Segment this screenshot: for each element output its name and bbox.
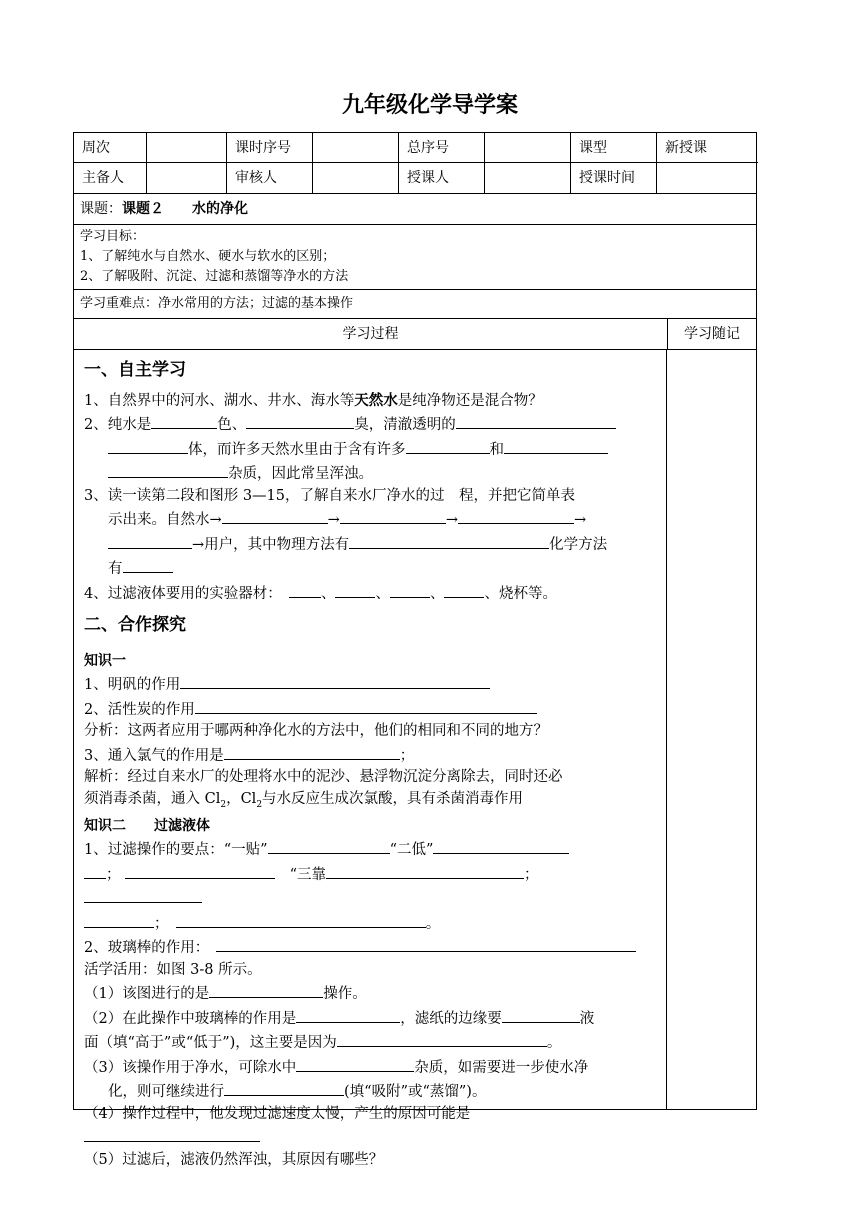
apply-4-cont — [84, 1125, 656, 1150]
section-heading: 二、合作探究 — [84, 615, 186, 635]
reviewer-value — [313, 163, 399, 193]
question-3-cont: 示出来。自然水→ → → → — [84, 507, 656, 532]
process-header — [74, 319, 756, 350]
lesson-no-label: 课时序号 — [227, 133, 313, 163]
meta-grid — [74, 133, 756, 194]
knowledge-heading: 知识一 — [84, 652, 126, 669]
topic-label: 课题： — [80, 201, 122, 217]
apply-3-cont: 化，则可继续进行 (填“吸附”或“蒸馏”)。 — [84, 1079, 656, 1104]
k1-question-1: 1、明矾的作用 — [84, 672, 656, 697]
goals-row — [74, 225, 756, 290]
section-heading: 一、自主学习 — [84, 360, 186, 380]
week-value — [147, 133, 227, 163]
question-3-cont: 有 — [84, 556, 656, 581]
process-content — [74, 350, 667, 1168]
reviewer-label: 审核人 — [227, 163, 313, 193]
k2-question-2: 2、玻璃棒的作用： — [84, 935, 656, 960]
question-2-cont: 杂质，因此常呈浑浊。 — [84, 461, 656, 486]
lesson-no-value — [313, 133, 399, 163]
question-3-cont: →用户，其中物理方法有 化学方法 — [84, 532, 656, 557]
teacher-label: 授课人 — [399, 163, 485, 193]
key-points: 学习重难点：净水常用的方法；过滤的基本操作 — [80, 296, 354, 311]
apply-5: （5）过滤后，滤液仍然浑浊，其原因有哪些？ — [84, 1151, 384, 1168]
type-label: 课型 — [571, 133, 657, 163]
topic-name: 课题２ 水的净化 — [122, 201, 248, 217]
k1-question-3: 3、通入氯气的作用是 ； — [84, 743, 656, 768]
process-heading: 学习过程 — [74, 319, 668, 349]
k1-question-2: 2、活性炭的作用 — [84, 697, 656, 722]
goal-item: 1、了解纯水与自然水、硬水与软水的区别； — [80, 249, 336, 264]
k1-explanation: 解析：经过自来水厂的处理将水中的泥沙、悬浮物沉淀分离除去，同时还必 — [84, 769, 563, 785]
type-value: 新授课 — [657, 133, 758, 163]
k1-explanation-cont: 须消毒杀菌，通入 $Cl_2$，$Cl_2$与水反应生成次氯酸，具有杀菌消毒作用 — [84, 790, 524, 810]
total-no-value — [485, 133, 571, 163]
week-label: 周次 — [74, 133, 147, 163]
knowledge-heading: 知识二 过滤液体 — [84, 817, 210, 834]
question-2-cont: 体，而许多天然水里由于含有许多 和 — [84, 437, 656, 462]
total-no-label: 总序号 — [399, 133, 485, 163]
worksheet-table — [73, 132, 757, 1168]
question-4: 4、过滤液体要用的实验器材： 、 、 、 、烧杯等。 — [84, 581, 656, 606]
k2-apply: 活学活用：如图 3-8 所示。 — [84, 961, 262, 978]
question-1: 1、自然界中的河水、湖水、井水、海水等天然水是纯净物还是混合物？ — [84, 391, 543, 409]
k1-analysis: 分析：这两者应用于哪两种净化水的方法中，他们的相同和不同的地方？ — [84, 723, 548, 739]
k2-question-1: 1、过滤操作的要点：“一贴” “二低” — [84, 837, 656, 862]
apply-2: （2）在此操作中玻璃棒的作用是 ，滤纸的边缘要 液 — [84, 1006, 656, 1031]
k2-question-1-cont: ； “三靠 ； — [84, 862, 656, 911]
notes-column — [667, 350, 756, 1109]
k2-question-1-cont: ； 。 — [84, 911, 656, 936]
preparer-value — [147, 163, 227, 193]
time-label: 授课时间 — [571, 163, 657, 193]
key-points-row — [74, 290, 756, 319]
topic-row — [74, 194, 756, 225]
page-title: 九年级化学导学案 — [341, 93, 518, 118]
notes-heading: 学习随记 — [684, 326, 740, 342]
apply-1: （1）该图进行的是 操作。 — [84, 981, 656, 1006]
question-3: 3、读一读第二段和图形 3—15，了解自来水厂净水的过 程，并把它简单表 — [84, 487, 576, 504]
goals-heading: 学习目标： — [80, 229, 146, 244]
teacher-value — [485, 163, 571, 193]
process-body — [74, 350, 756, 1168]
apply-3: （3）该操作用于净水，可除水中 杂质，如需要进一步使水净 — [84, 1055, 656, 1080]
apply-4: （4）操作过程中，他发现过滤速度太慢，产生的原因可能是 — [84, 1105, 471, 1122]
goal-item: 2、了解吸附、沉淀、过滤和蒸馏等净水的方法 — [80, 269, 349, 284]
preparer-label: 主备人 — [74, 163, 147, 193]
time-value — [657, 163, 758, 193]
apply-2-cont: 面（填“高于”或“低于”)，这主要是因为 。 — [84, 1030, 656, 1055]
question-2: 2、纯水是 色、 臭，清澈透明的 — [84, 412, 656, 437]
